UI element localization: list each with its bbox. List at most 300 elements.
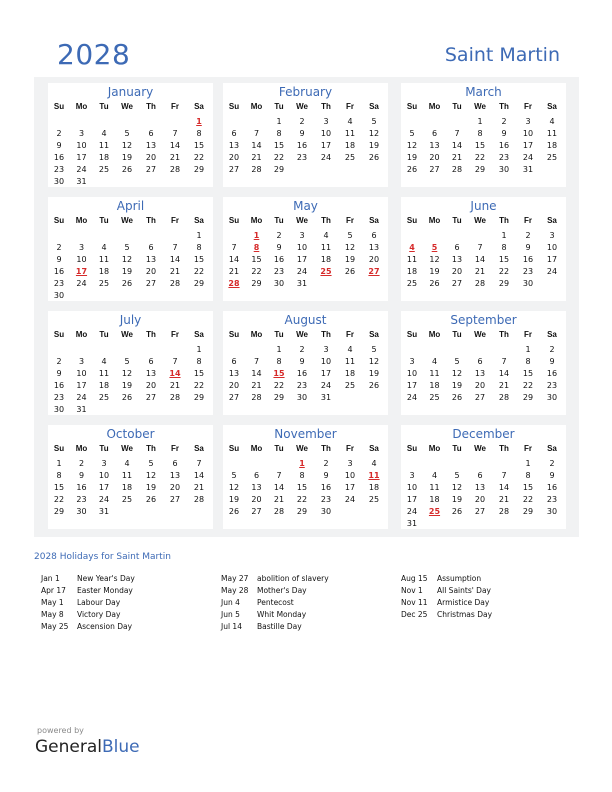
holiday-name: Christmas Day <box>437 610 493 619</box>
day-cell: 20 <box>228 153 240 162</box>
day-cell: 21 <box>251 381 262 390</box>
day-cell: 1 <box>196 345 202 354</box>
day-cell: 29 <box>498 279 510 288</box>
day-cell: 4 <box>347 117 353 126</box>
day-cell: 8 <box>56 471 62 480</box>
day-cell: 22 <box>273 153 285 162</box>
day-cell: 21 <box>273 495 285 504</box>
holiday-day-cell: 28 <box>228 279 240 288</box>
day-cell: 14 <box>451 141 463 150</box>
day-cell: 9 <box>56 141 62 150</box>
month-name: May <box>293 199 318 213</box>
day-cell: 20 <box>451 267 463 276</box>
weekday-header: We <box>296 102 308 111</box>
day-cell: 31 <box>76 405 87 414</box>
day-cell: 6 <box>148 357 154 366</box>
weekday-header: Fr <box>346 102 354 111</box>
day-cell: 18 <box>368 483 380 492</box>
day-cell: 20 <box>145 267 157 276</box>
day-cell: 3 <box>299 231 305 240</box>
day-cell: 6 <box>231 357 237 366</box>
day-cell: 14 <box>193 471 205 480</box>
day-cell: 20 <box>228 381 240 390</box>
day-cell: 9 <box>56 255 62 264</box>
day-cell: 19 <box>121 381 133 390</box>
weekday-header: We <box>474 444 486 453</box>
weekday-header: Sa <box>194 216 204 225</box>
holiday-name: Easter Monday <box>77 586 133 595</box>
day-cell: 14 <box>251 369 262 378</box>
day-cell: 15 <box>474 141 486 150</box>
day-cell: 1 <box>276 117 282 126</box>
holiday-date: Jan 1 <box>41 574 60 583</box>
day-cell: 14 <box>228 255 240 264</box>
day-cell: 20 <box>145 381 157 390</box>
day-cell: 30 <box>53 291 65 300</box>
day-cell: 21 <box>169 153 181 162</box>
day-cell: 3 <box>409 357 415 366</box>
day-cell: 6 <box>172 459 178 468</box>
day-cell: 8 <box>196 243 202 252</box>
holiday-name: abolition of slavery <box>257 574 329 583</box>
day-cell: 27 <box>228 165 240 174</box>
day-cell: 11 <box>344 357 356 366</box>
day-cell: 19 <box>121 267 133 276</box>
day-cell: 13 <box>169 471 181 480</box>
month-name: September <box>450 313 517 327</box>
month-january <box>48 83 213 187</box>
holiday-date: Jun 4 <box>221 598 240 607</box>
weekday-header: Th <box>146 216 156 225</box>
weekday-header: Mo <box>75 330 88 339</box>
day-cell: 26 <box>121 279 133 288</box>
day-cell: 11 <box>546 129 558 138</box>
day-cell: 27 <box>145 165 157 174</box>
day-cell: 25 <box>121 495 133 504</box>
holiday-date: Nov 1 <box>401 586 423 595</box>
weekday-header: Su <box>406 330 418 339</box>
holiday-day-cell: 25 <box>320 267 332 276</box>
day-cell: 14 <box>169 255 181 264</box>
day-cell: 25 <box>98 279 110 288</box>
weekday-header: Sa <box>369 444 379 453</box>
day-cell: 21 <box>193 483 205 492</box>
holiday-name: New Year's Day <box>77 574 135 583</box>
weekday-header: Mo <box>428 330 441 339</box>
day-cell: 27 <box>228 393 240 402</box>
weekday-header: We <box>474 330 486 339</box>
weekday-header: We <box>121 444 133 453</box>
day-cell: 22 <box>498 267 510 276</box>
day-cell: 5 <box>148 459 154 468</box>
brand-general: General <box>35 737 102 757</box>
day-cell: 23 <box>296 381 308 390</box>
day-cell: 22 <box>522 495 534 504</box>
day-cell: 16 <box>296 141 308 150</box>
day-cell: 9 <box>323 471 329 480</box>
month-name: July <box>119 313 142 327</box>
weekday-header: Sa <box>369 216 379 225</box>
month-september <box>401 311 566 415</box>
day-cell: 10 <box>406 369 418 378</box>
day-cell: 25 <box>406 279 418 288</box>
day-cell: 31 <box>98 507 110 516</box>
day-cell: 27 <box>145 279 157 288</box>
day-cell: 31 <box>320 393 332 402</box>
day-cell: 6 <box>148 243 154 252</box>
weekday-header: Th <box>499 330 509 339</box>
day-cell: 9 <box>501 129 507 138</box>
day-cell: 22 <box>522 381 534 390</box>
day-cell: 8 <box>196 129 202 138</box>
day-cell: 28 <box>273 507 285 516</box>
month-october <box>48 425 213 529</box>
weekday-header: Tu <box>99 102 109 111</box>
weekday-header: Su <box>53 330 65 339</box>
day-cell: 29 <box>522 507 534 516</box>
day-cell: 9 <box>78 471 85 480</box>
day-cell: 17 <box>406 381 418 390</box>
day-cell: 23 <box>320 495 332 504</box>
day-cell: 23 <box>76 495 87 504</box>
month-march <box>401 83 566 187</box>
day-cell: 7 <box>172 129 178 138</box>
day-cell: 13 <box>228 369 240 378</box>
day-cell: 26 <box>145 495 157 504</box>
day-cell: 15 <box>53 483 65 492</box>
day-cell: 2 <box>525 231 531 240</box>
month-april <box>48 197 213 301</box>
weekday-header: Tu <box>274 444 284 453</box>
day-cell: 19 <box>451 495 463 504</box>
day-cell: 3 <box>549 231 555 240</box>
brand-blue: Blue <box>102 737 140 757</box>
day-cell: 26 <box>451 507 463 516</box>
day-cell: 15 <box>296 483 308 492</box>
day-cell: 13 <box>145 369 157 378</box>
day-cell: 16 <box>498 141 510 150</box>
day-cell: 24 <box>406 507 418 516</box>
day-cell: 2 <box>549 459 555 468</box>
day-cell: 12 <box>121 369 133 378</box>
day-cell: 29 <box>522 393 534 402</box>
day-cell: 15 <box>273 141 285 150</box>
day-cell: 2 <box>323 459 329 468</box>
day-cell: 16 <box>273 255 285 264</box>
day-cell: 28 <box>251 165 262 174</box>
day-cell: 14 <box>251 141 262 150</box>
day-cell: 20 <box>474 381 486 390</box>
day-cell: 11 <box>429 369 440 378</box>
day-cell: 24 <box>546 267 558 276</box>
day-cell: 24 <box>406 393 418 402</box>
holiday-day-cell: 27 <box>368 267 380 276</box>
day-cell: 15 <box>193 141 205 150</box>
weekday-header: Th <box>146 330 156 339</box>
weekday-header: Fr <box>346 444 354 453</box>
weekday-header: We <box>296 330 308 339</box>
day-cell: 26 <box>451 393 463 402</box>
day-cell: 29 <box>474 165 486 174</box>
weekday-header: Th <box>146 444 156 453</box>
day-cell: 23 <box>53 393 65 402</box>
holiday-date: May 28 <box>221 586 249 595</box>
day-cell: 30 <box>76 507 87 516</box>
day-cell: 2 <box>56 243 62 252</box>
month-name: December <box>452 427 515 441</box>
day-cell: 28 <box>169 393 181 402</box>
day-cell: 15 <box>251 255 262 264</box>
day-cell: 3 <box>101 459 107 468</box>
day-cell: 16 <box>53 267 65 276</box>
weekday-header: Sa <box>369 330 379 339</box>
day-cell: 16 <box>546 483 558 492</box>
day-cell: 15 <box>193 369 205 378</box>
weekday-header: Th <box>146 102 156 111</box>
day-cell: 29 <box>273 393 285 402</box>
day-cell: 7 <box>501 471 507 480</box>
day-cell: 7 <box>501 357 507 366</box>
day-cell: 15 <box>498 255 510 264</box>
day-cell: 16 <box>76 483 87 492</box>
month-name: March <box>465 85 502 99</box>
day-cell: 6 <box>253 471 260 480</box>
calendar-year-title: 2028 <box>57 38 131 71</box>
day-cell: 7 <box>276 471 282 480</box>
weekday-header: Su <box>53 216 65 225</box>
day-cell: 14 <box>498 483 510 492</box>
month-name: June <box>470 199 497 213</box>
weekday-header: Su <box>406 102 418 111</box>
day-cell: 28 <box>169 279 181 288</box>
weekday-header: Tu <box>452 102 462 111</box>
day-cell: 27 <box>251 507 262 516</box>
day-cell: 2 <box>299 117 305 126</box>
day-cell: 17 <box>344 483 356 492</box>
day-cell: 12 <box>121 141 133 150</box>
day-cell: 21 <box>251 153 262 162</box>
day-cell: 24 <box>320 381 332 390</box>
day-cell: 25 <box>344 153 356 162</box>
day-cell: 7 <box>454 129 460 138</box>
day-cell: 18 <box>320 255 332 264</box>
holiday-day-cell: 11 <box>368 471 380 480</box>
day-cell: 5 <box>124 243 130 252</box>
day-cell: 4 <box>431 471 438 480</box>
holiday-day-cell: 1 <box>253 231 260 240</box>
day-cell: 18 <box>429 381 440 390</box>
weekday-header: Su <box>406 216 418 225</box>
day-cell: 17 <box>546 255 558 264</box>
day-cell: 4 <box>101 357 107 366</box>
weekday-header: Th <box>499 216 509 225</box>
day-cell: 1 <box>477 117 483 126</box>
day-cell: 30 <box>320 507 332 516</box>
day-cell: 26 <box>429 279 440 288</box>
day-cell: 9 <box>299 357 305 366</box>
day-cell: 5 <box>371 117 377 126</box>
day-cell: 4 <box>101 243 107 252</box>
weekday-header: Tu <box>274 330 284 339</box>
day-cell: 19 <box>228 495 240 504</box>
day-cell: 1 <box>525 459 531 468</box>
day-cell: 7 <box>231 243 237 252</box>
day-cell: 2 <box>56 129 62 138</box>
day-cell: 30 <box>273 279 285 288</box>
weekday-header: Mo <box>428 216 441 225</box>
weekday-header: Th <box>321 330 331 339</box>
day-cell: 25 <box>546 153 558 162</box>
weekday-header: Th <box>499 102 509 111</box>
day-cell: 5 <box>409 129 415 138</box>
day-cell: 10 <box>320 129 332 138</box>
day-cell: 12 <box>406 141 418 150</box>
weekday-header: Th <box>321 216 331 225</box>
day-cell: 5 <box>454 357 460 366</box>
day-cell: 13 <box>474 483 486 492</box>
weekday-header: Th <box>321 102 331 111</box>
weekday-header: Sa <box>369 102 379 111</box>
weekday-header: Sa <box>194 102 204 111</box>
day-cell: 7 <box>253 129 260 138</box>
day-cell: 7 <box>477 243 483 252</box>
day-cell: 29 <box>193 165 205 174</box>
day-cell: 10 <box>344 471 356 480</box>
day-cell: 13 <box>474 369 486 378</box>
day-cell: 17 <box>320 369 332 378</box>
day-cell: 29 <box>53 507 65 516</box>
day-cell: 28 <box>498 507 510 516</box>
day-cell: 9 <box>56 369 62 378</box>
holiday-date: May 1 <box>41 598 64 607</box>
weekday-header: We <box>121 102 133 111</box>
day-cell: 20 <box>429 153 440 162</box>
day-cell: 10 <box>76 369 87 378</box>
day-cell: 30 <box>498 165 510 174</box>
day-cell: 13 <box>145 255 157 264</box>
day-cell: 9 <box>276 243 282 252</box>
day-cell: 23 <box>498 153 510 162</box>
holiday-day-cell: 25 <box>428 507 441 516</box>
day-cell: 11 <box>344 129 356 138</box>
day-cell: 8 <box>276 357 282 366</box>
day-cell: 23 <box>53 165 65 174</box>
weekday-header: Mo <box>250 444 263 453</box>
day-cell: 24 <box>344 495 356 504</box>
weekday-header: Fr <box>171 444 179 453</box>
day-cell: 23 <box>546 381 558 390</box>
day-cell: 9 <box>549 357 555 366</box>
holiday-name: Armistice Day <box>437 598 490 607</box>
day-cell: 18 <box>546 141 558 150</box>
day-cell: 21 <box>498 495 510 504</box>
holiday-day-cell: 8 <box>253 243 260 252</box>
day-cell: 15 <box>193 255 205 264</box>
weekday-header: Fr <box>524 444 532 453</box>
holiday-day-cell: 1 <box>299 459 305 468</box>
powered-by-label: powered by <box>37 726 84 735</box>
day-cell: 7 <box>172 357 178 366</box>
day-cell: 27 <box>169 495 181 504</box>
month-may <box>223 197 388 301</box>
day-cell: 7 <box>253 357 260 366</box>
day-cell: 17 <box>76 381 87 390</box>
day-cell: 14 <box>498 369 510 378</box>
day-cell: 29 <box>273 165 285 174</box>
country-title: Saint Martin <box>444 44 560 66</box>
holiday-name: Bastille Day <box>257 622 302 631</box>
day-cell: 26 <box>406 165 418 174</box>
day-cell: 29 <box>296 507 308 516</box>
day-cell: 11 <box>121 471 133 480</box>
day-cell: 16 <box>320 483 332 492</box>
day-cell: 24 <box>320 153 332 162</box>
day-cell: 28 <box>169 165 181 174</box>
day-cell: 1 <box>56 459 62 468</box>
weekday-header: Sa <box>547 330 557 339</box>
weekday-header: Sa <box>547 102 557 111</box>
day-cell: 13 <box>368 243 380 252</box>
weekday-header: Su <box>53 102 65 111</box>
holiday-date: May 27 <box>221 574 249 583</box>
holiday-date: Nov 11 <box>401 598 428 607</box>
day-cell: 13 <box>145 141 157 150</box>
holiday-date: Aug 15 <box>401 574 428 583</box>
day-cell: 9 <box>549 471 555 480</box>
weekday-header: Fr <box>346 330 354 339</box>
weekday-header: Fr <box>524 102 532 111</box>
day-cell: 28 <box>193 495 205 504</box>
day-cell: 6 <box>148 129 154 138</box>
day-cell: 10 <box>76 141 87 150</box>
day-cell: 1 <box>196 231 202 240</box>
holiday-name: Labour Day <box>77 598 121 607</box>
day-cell: 11 <box>429 483 440 492</box>
day-cell: 8 <box>299 471 305 480</box>
day-cell: 29 <box>193 279 205 288</box>
month-november <box>223 425 388 529</box>
day-cell: 28 <box>251 393 262 402</box>
holiday-date: May 8 <box>41 610 64 619</box>
day-cell: 24 <box>76 165 87 174</box>
month-june <box>401 197 566 301</box>
day-cell: 8 <box>525 471 531 480</box>
day-cell: 13 <box>429 141 440 150</box>
day-cell: 5 <box>371 345 377 354</box>
weekday-header: Sa <box>194 444 204 453</box>
day-cell: 18 <box>344 141 356 150</box>
day-cell: 22 <box>193 153 205 162</box>
day-cell: 12 <box>145 471 157 480</box>
weekday-header: Tu <box>99 216 109 225</box>
day-cell: 12 <box>451 369 463 378</box>
holiday-day-cell: 15 <box>273 369 285 378</box>
weekday-header: Tu <box>99 330 109 339</box>
day-cell: 24 <box>522 153 534 162</box>
day-cell: 2 <box>78 459 85 468</box>
holiday-date: Jul 14 <box>221 622 242 631</box>
day-cell: 6 <box>431 129 438 138</box>
day-cell: 16 <box>546 369 558 378</box>
month-name: November <box>274 427 337 441</box>
day-cell: 31 <box>406 519 418 528</box>
day-cell: 28 <box>498 393 510 402</box>
day-cell: 2 <box>501 117 507 126</box>
holiday-day-cell: 14 <box>169 369 181 378</box>
day-cell: 25 <box>429 393 440 402</box>
day-cell: 19 <box>368 141 380 150</box>
day-cell: 23 <box>296 153 308 162</box>
